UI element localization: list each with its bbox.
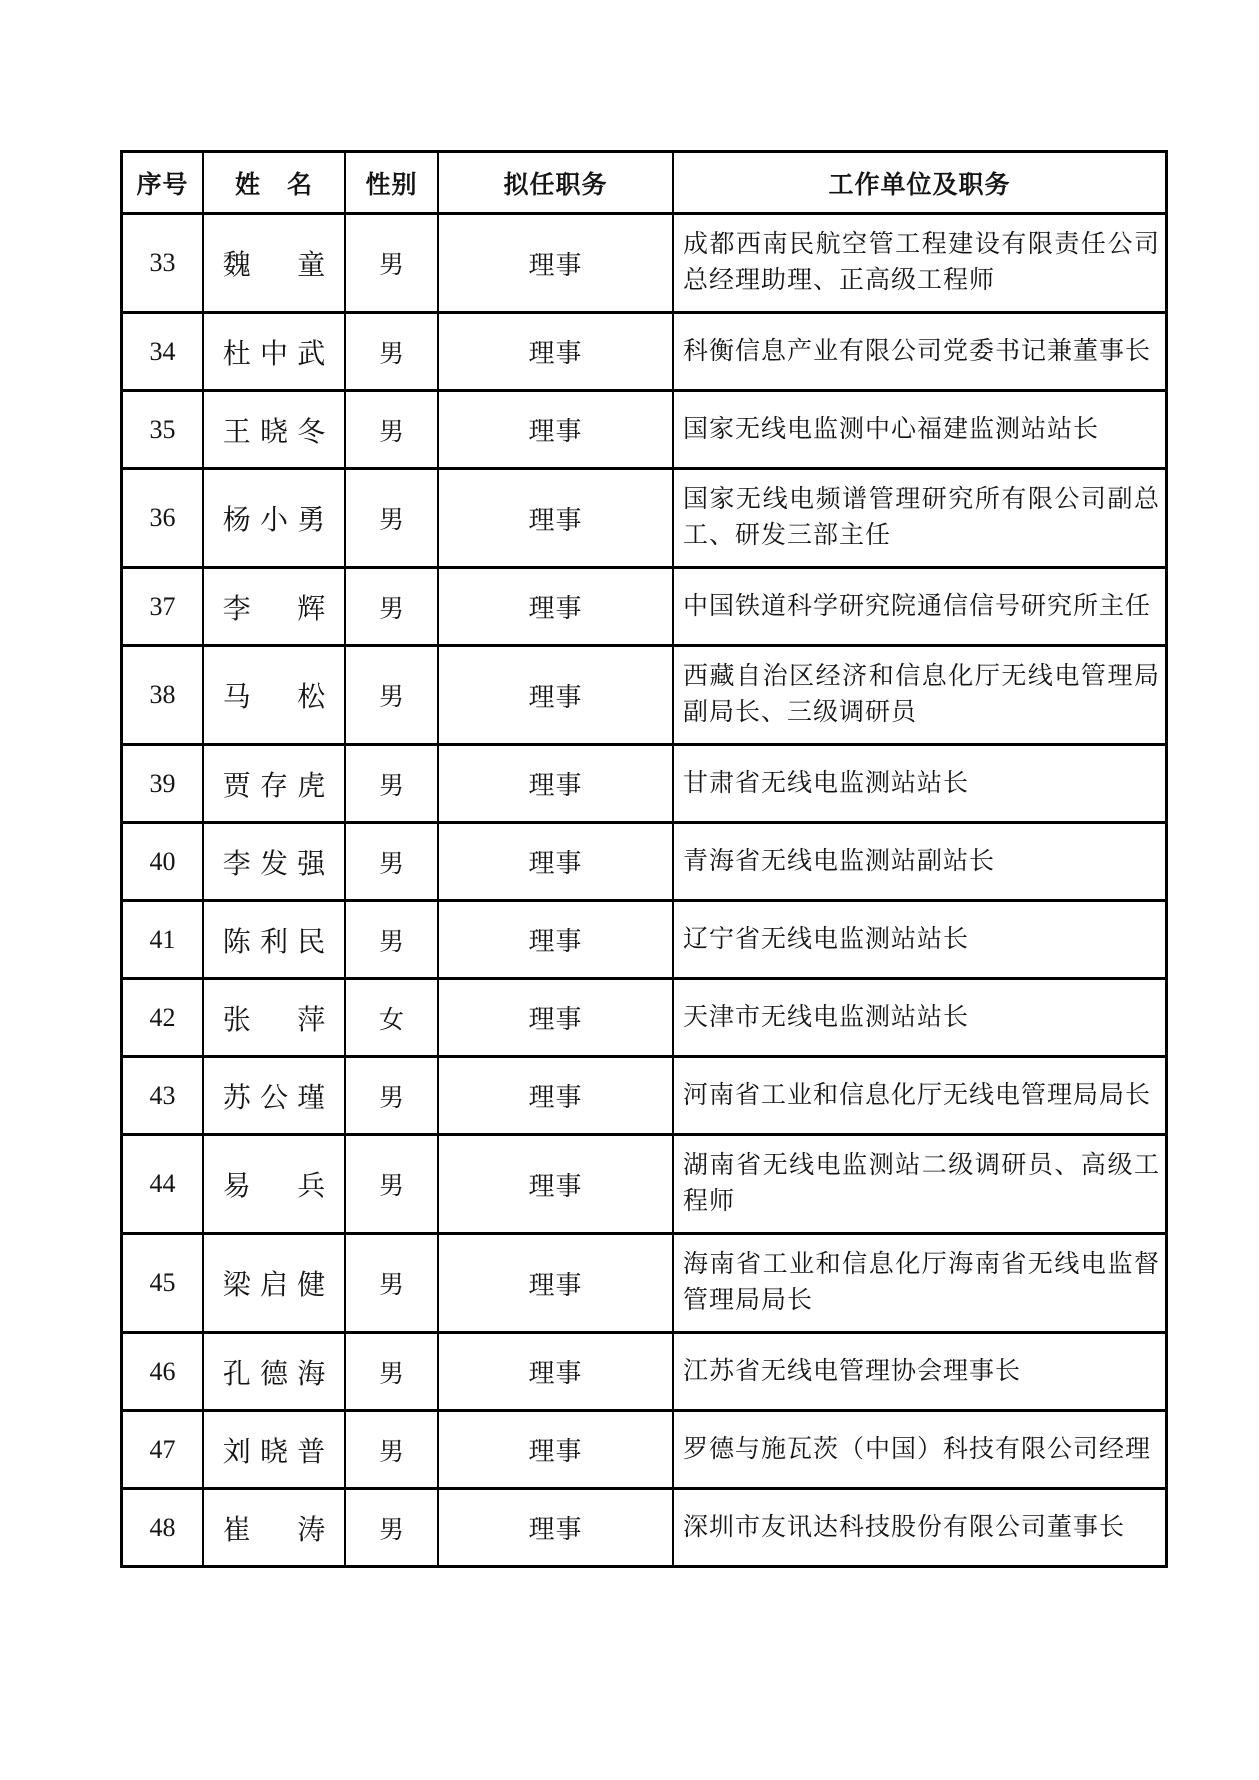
person-gender: 男	[345, 214, 438, 313]
proposed-position: 理事	[438, 823, 673, 901]
work-unit-and-title: 国家无线电监测中心福建监测站站长	[673, 391, 1167, 469]
person-gender: 男	[345, 1234, 438, 1333]
work-unit-and-title: 河南省工业和信息化厅无线电管理局局长	[673, 1057, 1167, 1135]
row-number: 38	[122, 646, 204, 745]
proposed-position: 理事	[438, 469, 673, 568]
proposed-position: 理事	[438, 313, 673, 391]
row-number: 33	[122, 214, 204, 313]
person-gender: 男	[345, 646, 438, 745]
header-gender: 性别	[345, 152, 438, 214]
row-number: 39	[122, 745, 204, 823]
work-unit-and-title: 国家无线电频谱管理研究所有限公司副总工、研发三部主任	[673, 469, 1167, 568]
proposed-position: 理事	[438, 745, 673, 823]
person-gender: 男	[345, 1057, 438, 1135]
row-number: 36	[122, 469, 204, 568]
person-gender: 男	[345, 313, 438, 391]
person-name: 易 兵	[203, 1135, 345, 1234]
person-gender: 男	[345, 568, 438, 646]
person-gender: 男	[345, 901, 438, 979]
person-gender: 男	[345, 1411, 438, 1489]
person-name: 王晓冬	[203, 391, 345, 469]
proposed-position: 理事	[438, 1333, 673, 1411]
work-unit-and-title: 江苏省无线电管理协会理事长	[673, 1333, 1167, 1411]
person-name: 杨小勇	[203, 469, 345, 568]
header-work: 工作单位及职务	[673, 152, 1167, 214]
row-number: 37	[122, 568, 204, 646]
person-gender: 男	[345, 1333, 438, 1411]
row-number: 43	[122, 1057, 204, 1135]
row-number: 46	[122, 1333, 204, 1411]
table-row	[122, 1333, 1167, 1411]
person-name: 张 萍	[203, 979, 345, 1057]
table-header	[122, 152, 1167, 214]
work-unit-and-title: 中国铁道科学研究院通信信号研究所主任	[673, 568, 1167, 646]
row-number: 34	[122, 313, 204, 391]
work-unit-and-title: 成都西南民航空管工程建设有限责任公司总经理助理、正高级工程师	[673, 214, 1167, 313]
person-name: 贾存虎	[203, 745, 345, 823]
proposed-position: 理事	[438, 1057, 673, 1135]
proposed-position: 理事	[438, 391, 673, 469]
person-gender: 男	[345, 745, 438, 823]
person-name: 李 辉	[203, 568, 345, 646]
table-row	[122, 391, 1167, 469]
person-name: 陈利民	[203, 901, 345, 979]
work-unit-and-title: 西藏自治区经济和信息化厅无线电管理局副局长、三级调研员	[673, 646, 1167, 745]
header-position: 拟任职务	[438, 152, 673, 214]
table-row	[122, 313, 1167, 391]
table-row	[122, 1135, 1167, 1234]
person-gender: 男	[345, 823, 438, 901]
work-unit-and-title: 天津市无线电监测站站长	[673, 979, 1167, 1057]
proposed-position: 理事	[438, 214, 673, 313]
person-gender: 男	[345, 469, 438, 568]
person-gender: 女	[345, 979, 438, 1057]
person-name: 孔德海	[203, 1333, 345, 1411]
person-name: 杜中武	[203, 313, 345, 391]
row-number: 48	[122, 1489, 204, 1567]
table-row	[122, 214, 1167, 313]
proposed-position: 理事	[438, 901, 673, 979]
row-number: 47	[122, 1411, 204, 1489]
row-number: 45	[122, 1234, 204, 1333]
work-unit-and-title: 海南省工业和信息化厅海南省无线电监督管理局局长	[673, 1234, 1167, 1333]
roster-table	[120, 150, 1168, 1568]
person-name: 李发强	[203, 823, 345, 901]
work-unit-and-title: 罗德与施瓦茨（中国）科技有限公司经理	[673, 1411, 1167, 1489]
table-row	[122, 745, 1167, 823]
proposed-position: 理事	[438, 1234, 673, 1333]
row-number: 44	[122, 1135, 204, 1234]
row-number: 42	[122, 979, 204, 1057]
person-name: 马 松	[203, 646, 345, 745]
row-number: 40	[122, 823, 204, 901]
table-row	[122, 469, 1167, 568]
table-row	[122, 901, 1167, 979]
table-row	[122, 1411, 1167, 1489]
work-unit-and-title: 辽宁省无线电监测站站长	[673, 901, 1167, 979]
work-unit-and-title: 甘肃省无线电监测站站长	[673, 745, 1167, 823]
person-name: 刘晓普	[203, 1411, 345, 1489]
person-name: 崔 涛	[203, 1489, 345, 1567]
table-row	[122, 1234, 1167, 1333]
person-gender: 男	[345, 1489, 438, 1567]
table-row	[122, 646, 1167, 745]
person-gender: 男	[345, 1135, 438, 1234]
person-gender: 男	[345, 391, 438, 469]
work-unit-and-title: 湖南省无线电监测站二级调研员、高级工程师	[673, 1135, 1167, 1234]
table-row	[122, 1057, 1167, 1135]
table-row	[122, 979, 1167, 1057]
header-name: 姓 名	[203, 152, 345, 214]
work-unit-and-title: 青海省无线电监测站副站长	[673, 823, 1167, 901]
proposed-position: 理事	[438, 568, 673, 646]
work-unit-and-title: 深圳市友讯达科技股份有限公司董事长	[673, 1489, 1167, 1567]
person-name: 苏公瑾	[203, 1057, 345, 1135]
header-no: 序号	[122, 152, 204, 214]
table-row	[122, 823, 1167, 901]
table-body	[122, 214, 1167, 1567]
row-number: 35	[122, 391, 204, 469]
proposed-position: 理事	[438, 1411, 673, 1489]
person-name: 魏 童	[203, 214, 345, 313]
work-unit-and-title: 科衡信息产业有限公司党委书记兼董事长	[673, 313, 1167, 391]
table-row	[122, 1489, 1167, 1567]
proposed-position: 理事	[438, 1135, 673, 1234]
row-number: 41	[122, 901, 204, 979]
person-name: 梁启健	[203, 1234, 345, 1333]
proposed-position: 理事	[438, 646, 673, 745]
header-row	[122, 152, 1167, 214]
proposed-position: 理事	[438, 979, 673, 1057]
table-row	[122, 568, 1167, 646]
proposed-position: 理事	[438, 1489, 673, 1567]
